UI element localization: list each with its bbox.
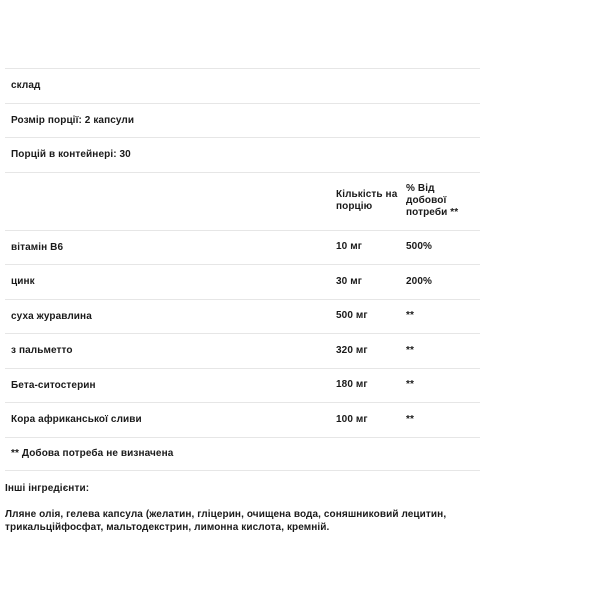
table-row xyxy=(5,299,480,334)
table-header-row xyxy=(5,172,480,230)
table-row xyxy=(5,333,480,368)
footnote-row xyxy=(5,437,480,472)
header-amount: Кількість на порцію xyxy=(336,189,398,212)
footnote: ** Добова потреба не визначена xyxy=(11,448,174,460)
nutrient-amount: 180 мг xyxy=(336,379,368,391)
header-daily-value: % Від добової потреби ** xyxy=(406,183,459,218)
serving-size-row xyxy=(5,103,480,138)
nutrient-name: цинк xyxy=(11,276,35,288)
supplement-facts-table xyxy=(5,68,480,471)
nutrient-daily-value: ** xyxy=(406,379,414,391)
other-ingredients xyxy=(5,483,535,534)
nutrient-amount: 30 мг xyxy=(336,275,362,287)
servings-per-container: Порцій в контейнері: 30 xyxy=(11,149,131,161)
other-ingredients-title: Інші інгредієнти: xyxy=(5,483,90,494)
table-row xyxy=(5,264,480,299)
other-ingredients-text: Лляне олія, гелева капсула (желатин, гліцерин, очищена вода, соняшниковий лецитин, трикальційфосфат, мальтодекстрин, лимонна кислота, кремній. xyxy=(5,509,447,533)
servings-per-container-row xyxy=(5,137,480,172)
nutrient-name: Бета-ситостерин xyxy=(11,379,96,391)
serving-size: Розмір порції: 2 капсули xyxy=(11,114,135,126)
nutrient-amount: 10 мг xyxy=(336,241,362,253)
nutrient-daily-value: 500% xyxy=(406,241,432,253)
table-title-row xyxy=(5,68,480,103)
nutrient-daily-value: ** xyxy=(406,344,414,356)
nutrient-amount: 100 мг xyxy=(336,413,368,425)
table-row xyxy=(5,402,480,437)
nutrient-daily-value: ** xyxy=(406,413,414,425)
nutrient-name: Кора африканської сливи xyxy=(11,414,142,426)
nutrient-daily-value: 200% xyxy=(406,275,432,287)
nutrient-amount: 320 мг xyxy=(336,344,368,356)
table-row xyxy=(5,368,480,403)
nutrient-name: суха журавлина xyxy=(11,310,92,322)
nutrient-name: вітамін B6 xyxy=(11,241,64,253)
nutrient-amount: 500 мг xyxy=(336,310,368,322)
nutrient-name: з пальметто xyxy=(11,345,73,357)
table-row xyxy=(5,230,480,265)
table-title: склад xyxy=(11,80,41,92)
nutrient-daily-value: ** xyxy=(406,310,414,322)
